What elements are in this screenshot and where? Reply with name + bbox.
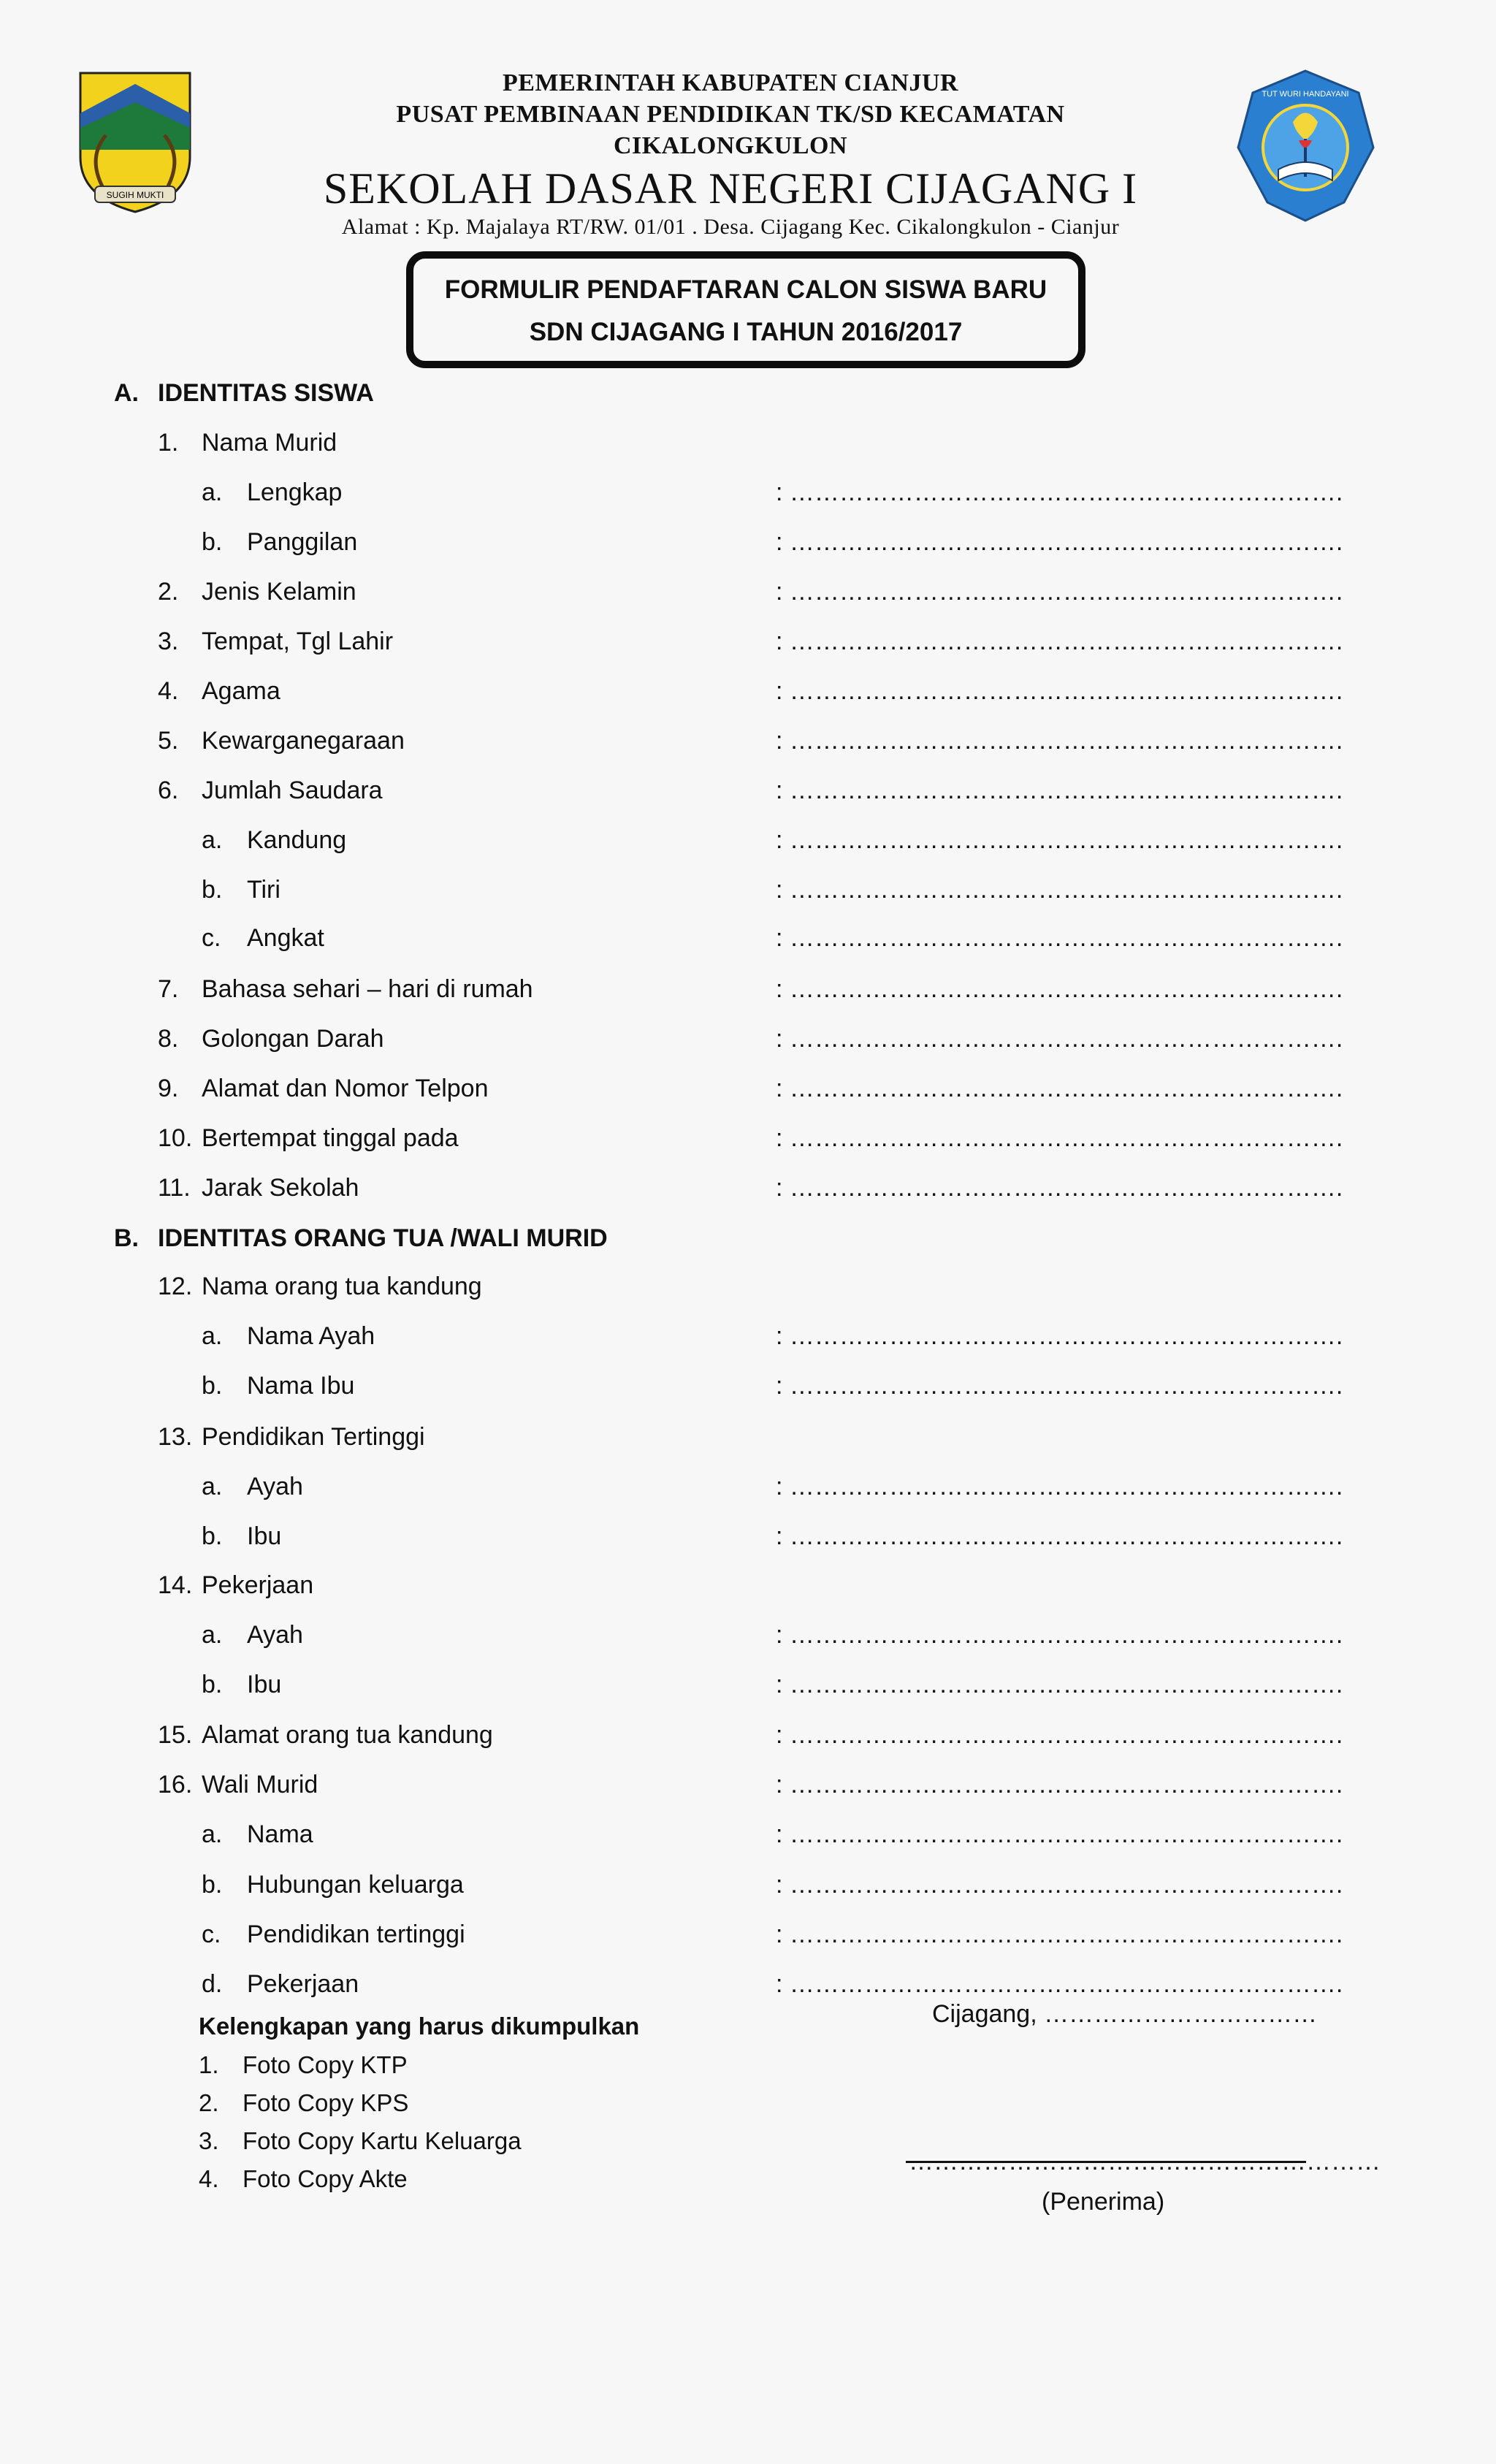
field-label: Nama Murid <box>202 429 337 457</box>
section-letter: B. <box>114 1224 139 1252</box>
requirements-title: Kelengkapan yang harus dikumpulkan <box>199 2013 640 2040</box>
item-number: 1. <box>158 429 179 457</box>
section-b-heading <box>0 1216 1496 1260</box>
field-label: Ibu <box>247 1671 282 1698</box>
letterhead-line-1: PEMERINTAH KABUPATEN CIANJUR <box>502 69 959 96</box>
field-label: Jumlah Saudara <box>202 777 383 804</box>
item-number: 13. <box>158 1423 193 1451</box>
fill-in-line[interactable]: : …………………………………………………………. <box>776 528 1343 556</box>
item-number: 2. <box>158 578 179 606</box>
form-row <box>0 1563 1496 1607</box>
field-label: Nama Ibu <box>247 1372 355 1400</box>
form-row <box>0 1962 1496 2006</box>
form-row <box>0 1017 1496 1061</box>
sub-item-letter: a. <box>202 1322 223 1350</box>
field-label: Panggilan <box>247 528 358 556</box>
field-label: Golongan Darah <box>202 1025 384 1053</box>
field-label: Kandung <box>247 826 347 854</box>
fill-in-line[interactable]: : …………………………………………………………. <box>776 1473 1343 1500</box>
form-row <box>0 967 1496 1011</box>
fill-in-line[interactable]: : …………………………………………………………. <box>776 1372 1343 1400</box>
field-label: Alamat dan Nomor Telpon <box>202 1075 489 1102</box>
sub-item-letter: b. <box>202 1871 223 1899</box>
sub-item-letter: b. <box>202 1372 223 1400</box>
signature-line[interactable]: ………………………………………………… <box>909 2148 1381 2175</box>
fill-in-line[interactable]: : …………………………………………………………. <box>776 1771 1343 1799</box>
field-label: Hubungan keluarga <box>247 1871 464 1899</box>
item-number: 4. <box>158 677 179 705</box>
item-number: 12. <box>158 1273 193 1300</box>
fill-in-line[interactable]: : …………………………………………………………. <box>776 1820 1343 1848</box>
item-number: 15. <box>158 1721 193 1749</box>
sub-item-letter: a. <box>202 826 223 854</box>
signature-underline <box>906 2161 1306 2163</box>
field-label: Ayah <box>247 1621 303 1649</box>
item-number: 9. <box>158 1075 179 1102</box>
requirement-item: Foto Copy Akte <box>243 2165 408 2192</box>
form-row <box>0 1912 1496 1956</box>
field-label: Pendidikan Tertinggi <box>202 1423 425 1451</box>
field-label: Nama orang tua kandung <box>202 1273 482 1300</box>
fill-in-line[interactable]: : …………………………………………………………. <box>776 677 1343 705</box>
form-row <box>0 1812 1496 1856</box>
form-row <box>0 1364 1496 1408</box>
field-label: Agama <box>202 677 280 705</box>
form-row <box>0 719 1496 763</box>
field-label: Ayah <box>247 1473 303 1500</box>
fill-in-line[interactable]: : …………………………………………………………. <box>776 777 1343 804</box>
fill-in-line[interactable]: : …………………………………………………………. <box>776 478 1343 506</box>
field-label: Tempat, Tgl Lahir <box>202 628 394 655</box>
form-row <box>0 1415 1496 1459</box>
form-row <box>0 768 1496 812</box>
field-label: Wali Murid <box>202 1771 318 1799</box>
place-date-field[interactable]: Cijagang, …………………………… <box>932 2000 1318 2028</box>
form-row <box>0 1166 1496 1210</box>
fill-in-line[interactable]: : …………………………………………………………. <box>776 924 1343 952</box>
sub-item-letter: a. <box>202 1820 223 1848</box>
requirement-number: 4. <box>199 2165 219 2192</box>
sub-item-letter: c. <box>202 1921 221 1948</box>
form-row <box>0 1265 1496 1308</box>
form-row <box>0 1713 1496 1757</box>
form-row <box>0 1663 1496 1706</box>
fill-in-line[interactable]: : …………………………………………………………. <box>776 578 1343 606</box>
sub-item-letter: b. <box>202 528 223 556</box>
sub-item-letter: a. <box>202 1621 223 1649</box>
section-letter: A. <box>114 379 139 407</box>
sub-item-letter: c. <box>202 924 221 952</box>
cianjur-regency-logo <box>73 69 197 215</box>
item-number: 3. <box>158 628 179 655</box>
left-logo-text: SUGIH MUKTI <box>106 190 164 200</box>
requirement-number: 1. <box>199 2051 219 2078</box>
field-label: Jenis Kelamin <box>202 578 356 606</box>
fill-in-line[interactable]: : …………………………………………………………. <box>776 975 1343 1003</box>
fill-in-line[interactable]: : …………………………………………………………. <box>776 1921 1343 1948</box>
field-label: Pekerjaan <box>247 1970 359 1998</box>
fill-in-line[interactable]: : …………………………………………………………. <box>776 1322 1343 1350</box>
form-row <box>0 1514 1496 1558</box>
field-label: Pekerjaan <box>202 1571 314 1599</box>
form-row <box>0 619 1496 663</box>
requirement-number: 2. <box>199 2089 219 2116</box>
fill-in-line[interactable]: : …………………………………………………………. <box>776 1970 1343 1998</box>
field-label: Nama <box>247 1820 313 1848</box>
item-number: 6. <box>158 777 179 804</box>
field-label: Jarak Sekolah <box>202 1174 359 1202</box>
sub-item-letter: b. <box>202 1671 223 1698</box>
form-title-line-2: SDN CIJAGANG I TAHUN 2016/2017 <box>529 318 963 346</box>
item-number: 7. <box>158 975 179 1003</box>
form-row <box>0 868 1496 912</box>
sub-item-letter: a. <box>202 1473 223 1500</box>
section-title: IDENTITAS ORANG TUA /WALI MURID <box>158 1224 608 1252</box>
form-row <box>0 421 1496 465</box>
form-row <box>0 1116 1496 1160</box>
section-a-heading <box>0 371 1496 415</box>
item-number: 5. <box>158 727 179 755</box>
field-label: Tiri <box>247 876 280 904</box>
field-label: Angkat <box>247 924 324 952</box>
right-logo-text: TUT WURI HANDAYANI <box>1262 90 1349 99</box>
fill-in-line[interactable]: : …………………………………………………………. <box>776 1871 1343 1899</box>
receiver-label: (Penerima) <box>1042 2188 1165 2216</box>
field-label: Ibu <box>247 1522 282 1550</box>
sub-item-letter: b. <box>202 876 223 904</box>
fill-in-line[interactable]: : …………………………………………………………. <box>776 1025 1343 1053</box>
field-label: Pendidikan tertinggi <box>247 1921 465 1948</box>
fill-in-line[interactable]: : …………………………………………………………. <box>776 1174 1343 1202</box>
form-row <box>0 470 1496 514</box>
fill-in-line[interactable]: : …………………………………………………………. <box>776 1075 1343 1102</box>
requirement-number: 3. <box>199 2127 219 2154</box>
field-label: Nama Ayah <box>247 1322 375 1350</box>
fill-in-line[interactable]: : …………………………………………………………. <box>776 1522 1343 1550</box>
requirement-item: Foto Copy KPS <box>243 2089 409 2116</box>
form-row <box>0 570 1496 614</box>
field-label: Lengkap <box>247 478 343 506</box>
section-title: IDENTITAS SISWA <box>158 379 374 407</box>
form-row <box>0 520 1496 564</box>
item-number: 14. <box>158 1571 193 1599</box>
field-label: Bahasa sehari – hari di rumah <box>202 975 533 1003</box>
fill-in-line[interactable]: : …………………………………………………………. <box>776 1124 1343 1152</box>
letterhead-line-2: PUSAT PEMBINAAN PENDIDIKAN TK/SD KECAMATAN <box>396 101 1065 128</box>
school-address: Alamat : Kp. Majalaya RT/RW. 01/01 . Desa. Cijagang Kec. Cikalongkulon - Cianjur <box>341 215 1120 239</box>
letterhead-line-3: CIKALONGKULON <box>613 132 848 159</box>
fill-in-line[interactable]: : …………………………………………………………. <box>776 1721 1343 1749</box>
form-title-box <box>406 251 1085 368</box>
form-row <box>0 669 1496 713</box>
form-row <box>0 1613 1496 1657</box>
fill-in-line[interactable]: : …………………………………………………………. <box>776 1671 1343 1698</box>
school-name: SEKOLAH DASAR NEGERI CIJAGANG I <box>323 164 1138 213</box>
sub-item-letter: b. <box>202 1522 223 1550</box>
form-row <box>0 1863 1496 1907</box>
letterhead <box>219 67 1242 240</box>
fill-in-line[interactable]: : …………………………………………………………. <box>776 1621 1343 1649</box>
item-number: 11. <box>158 1174 191 1202</box>
form-row <box>0 1465 1496 1508</box>
form-row <box>0 916 1496 960</box>
fill-in-line[interactable]: : …………………………………………………………. <box>776 727 1343 755</box>
item-number: 16. <box>158 1771 193 1799</box>
form-row <box>0 1314 1496 1358</box>
form-row <box>0 818 1496 862</box>
fill-in-line[interactable]: : …………………………………………………………. <box>776 628 1343 655</box>
tut-wuri-handayani-logo <box>1234 67 1377 224</box>
fill-in-line[interactable]: : …………………………………………………………. <box>776 826 1343 854</box>
sub-item-letter: d. <box>202 1970 223 1998</box>
form-title-line-1: FORMULIR PENDAFTARAN CALON SISWA BARU <box>444 275 1047 304</box>
field-label: Kewarganegaraan <box>202 727 405 755</box>
requirement-item: Foto Copy KTP <box>243 2051 408 2078</box>
form-row <box>0 1763 1496 1807</box>
sub-item-letter: a. <box>202 478 223 506</box>
item-number: 10. <box>158 1124 193 1152</box>
requirement-item: Foto Copy Kartu Keluarga <box>243 2127 522 2154</box>
field-label: Alamat orang tua kandung <box>202 1721 493 1749</box>
item-number: 8. <box>158 1025 179 1053</box>
form-row <box>0 1067 1496 1110</box>
fill-in-line[interactable]: : …………………………………………………………. <box>776 876 1343 904</box>
field-label: Bertempat tinggal pada <box>202 1124 459 1152</box>
